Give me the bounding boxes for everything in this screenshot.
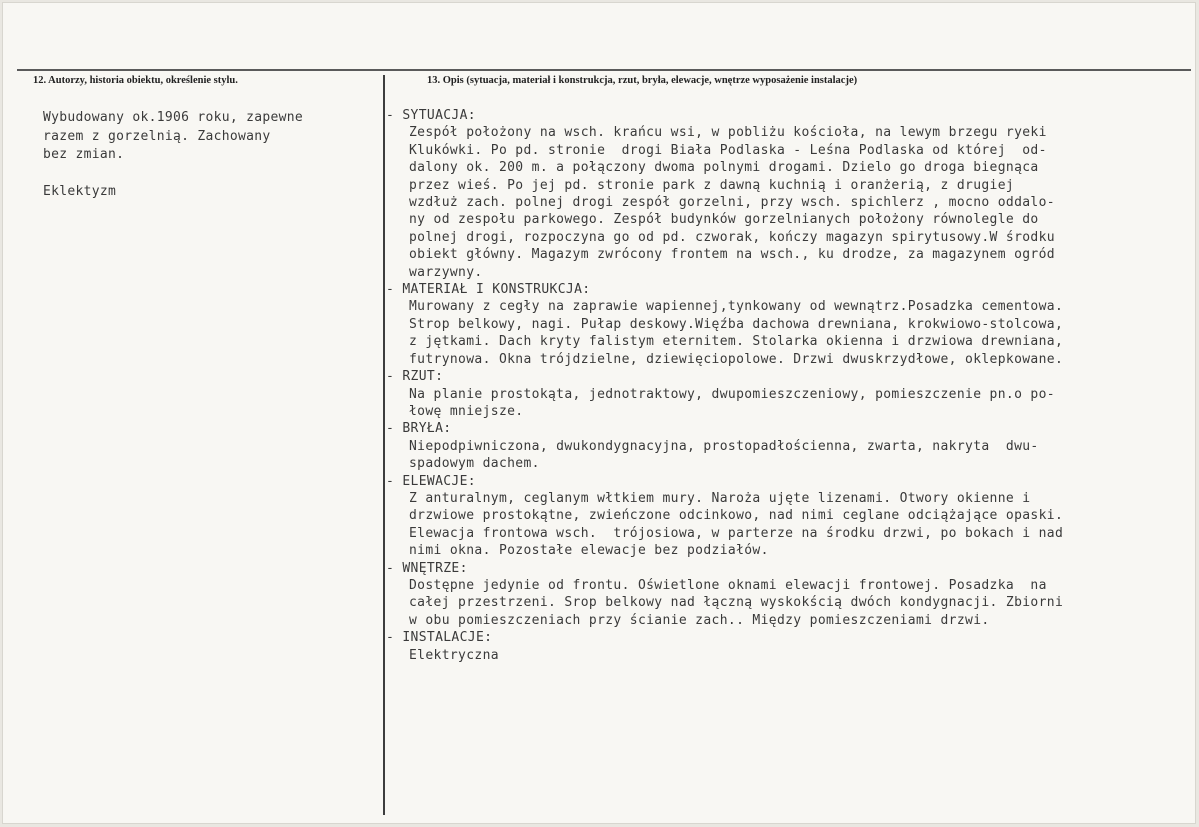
section-text-line: Zespół położony na wsch. krańcu wsi, w pobliżu kościoła, na lewym brzegu ryeki <box>409 125 1047 141</box>
left-text-line: Eklektyzm <box>43 184 117 199</box>
section-text-line: Klukówki. Po pd. stronie drogi Biała Podlaska - Leśna Podlaska od której od- <box>409 142 1047 158</box>
section-text-line: przez wieś. Po jej pd. stronie park z dawną kuchnią i oranżerią, z drugiej <box>409 177 1015 193</box>
left-column-heading: 12. Autorzy, historia obiektu, określenie stylu. <box>33 75 238 86</box>
section-text-line: całej przestrzeni. Srop belkowy nad łączną wyskokścią dwóch kondygnacji. Zbiorni <box>409 595 1064 611</box>
section-text-line: polnej drogi, rozpoczyna go od pd. czworak, kończy magazyn spirytusowy.W środku <box>409 229 1055 245</box>
section-text-line: Strop belkowy, nagi. Pułap deskowy.Więźba dachowa drewniana, krokwiowo-stolcowa, <box>409 316 1064 332</box>
section-text-line: drzwiowe prostokątne, zwieńczone odcinkowo, nad nimi ceglane odciążające opaski. <box>409 508 1064 524</box>
section-text-line: spadowym dachem. <box>409 456 540 472</box>
section-text-line: łowę mniejsze. <box>409 403 524 419</box>
section-text-line: dalony ok. 200 m. a połączony dwoma polnymi drogami. Dzielo go droga biegnąca <box>409 160 1039 176</box>
section-title: - SYTUACJA: <box>386 107 1196 124</box>
document-page <box>2 2 1196 824</box>
left-text-line: bez zmian. <box>43 147 125 162</box>
section-text-line: futrynowa. Okna trójdzielne, dziewięciopolowe. Drzwi dwuskrzydłowe, oklepkowane. <box>409 351 1064 367</box>
section-text-line: Na planie prostokąta, jednotraktowy, dwupomieszczeniowy, pomieszczenie pn.o po- <box>409 386 1055 402</box>
section-title: - BRYŁA: <box>386 420 1196 437</box>
column-divider <box>383 75 385 815</box>
section-text-line: w obu pomieszczeniach przy ścianie zach.. Między pomieszczeniami drzwi. <box>409 612 990 628</box>
left-column-body <box>43 109 303 202</box>
section-text-line: Elewacja frontowa wsch. trójosiowa, w parterze na środku drzwi, po bokach i nad <box>409 525 1064 541</box>
section-text-line: wzdłuż zach. polnej drogi zespół gorzelni, przy wsch. spichlerz , mocno oddalo- <box>409 195 1055 211</box>
section-title: - INSTALACJE: <box>386 629 1196 646</box>
section-text-line: z jętkami. Dach kryty falistym eternitem. Stolarka okienna i drzwiowa drewniana, <box>409 334 1064 350</box>
header-rule <box>17 69 1191 71</box>
section-text-line: warzywny. <box>409 264 483 280</box>
left-text-line: Wybudowany ok.1906 roku, zapewne <box>43 110 304 125</box>
right-column-heading: 13. Opis (sytuacja, materiał i konstrukcja, rzut, bryła, elewacje, wnętrze wyposażenie instalacje) <box>427 75 858 86</box>
section-title: - RZUT: <box>386 368 1196 385</box>
section-title: - MATERIAŁ I KONSTRUKCJA: <box>386 281 1196 298</box>
section-text-line: Niepodpiwniczona, dwukondygnacyjna, prostopadłościenna, zwarta, nakryta dwu- <box>409 438 1039 454</box>
left-text-line: razem z gorzelnią. Zachowany <box>43 128 271 144</box>
section-title: - WNĘTRZE: <box>386 560 1196 577</box>
section-title: - ELEWACJE: <box>386 473 1196 490</box>
section-text-line: Z anturalnym, ceglanym włtkiem mury. Naroża ujęte lizenami. Otwory okienne i <box>409 490 1031 506</box>
section-text-line: ny od zespołu parkowego. Zespół budynków gorzelnianych położony równolegle do <box>409 212 1039 228</box>
section-text-line: Dostępne jedynie od frontu. Oświetlone oknami elewacji frontowej. Posadzka na <box>409 577 1047 593</box>
section-text-line: obiekt główny. Magazym zwrócony frontem na wsch., ku drodze, za magazynem ogród <box>409 247 1055 263</box>
section-text-line: nimi okna. Pozostałe elewacje bez podziałów. <box>409 543 769 559</box>
section-text-line: Elektryczna <box>409 647 499 663</box>
left-text-line <box>43 165 303 184</box>
section-text-line: Murowany z cegły na zaprawie wapiennej,tynkowany od wewnątrz.Posadzka cementowa. <box>409 299 1064 315</box>
description-body <box>386 107 1196 664</box>
